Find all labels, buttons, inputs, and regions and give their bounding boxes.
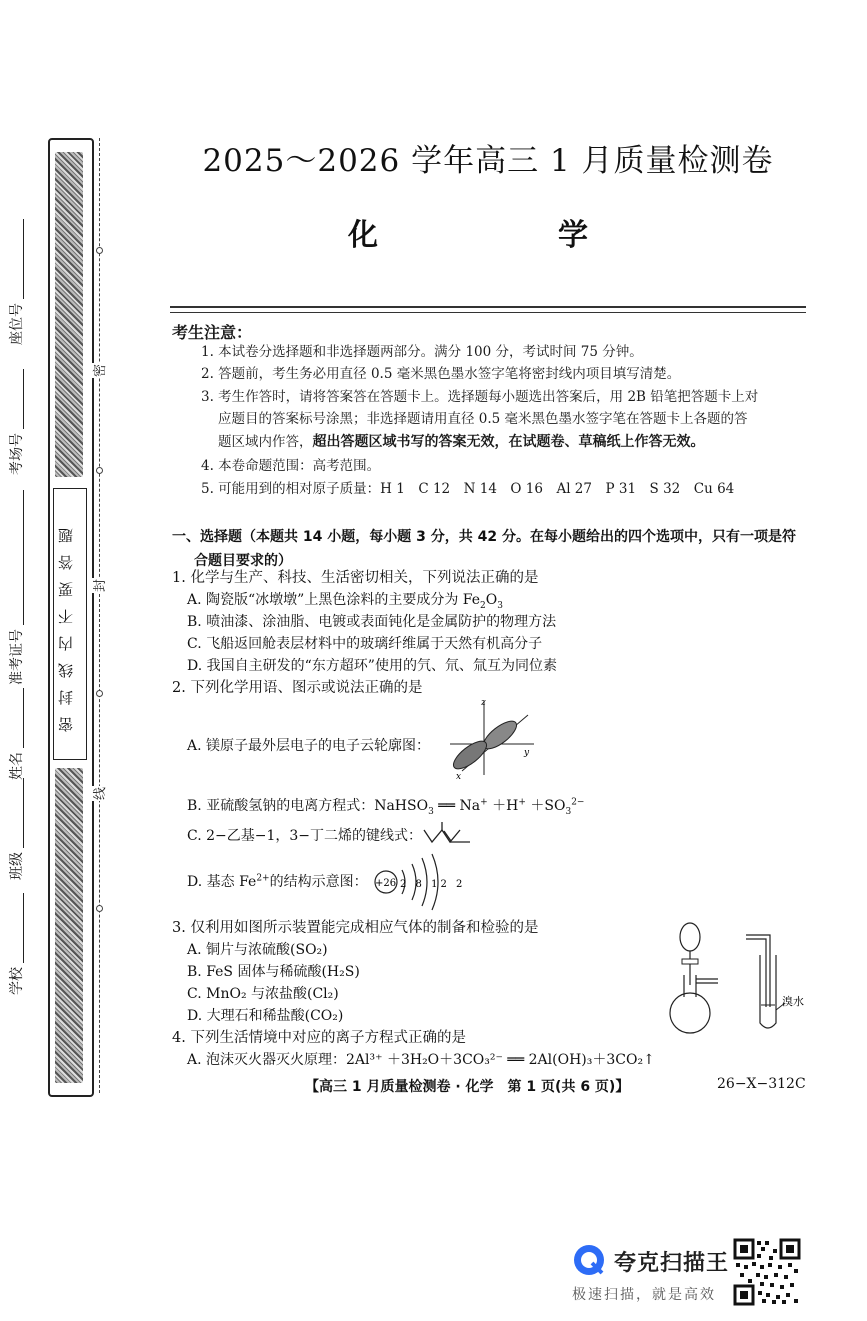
q2-stem: 2. 下列化学用语、图示或说法正确的是 <box>172 680 423 696</box>
q3-stem: 3. 仅利用如图所示装置能完成相应气体的制备和检验的是 <box>172 920 539 936</box>
field-class[interactable] <box>6 778 26 880</box>
electron-cloud-diagram <box>448 697 538 781</box>
q3-option-a: A. 铜片与浓硫酸(SO₂) <box>187 942 328 958</box>
q1-a-text: A. 陶瓷版“冰墩墩”上黑色涂料的主要成分为 Fe <box>187 592 481 608</box>
page-footer: 【高三 1 月质量检测卷 · 化学 第 1 页(共 6 页)】 <box>305 1079 630 1095</box>
q2-b-text: ══ Na <box>433 798 481 814</box>
seal-hole <box>96 247 103 254</box>
header-rule <box>170 312 806 313</box>
bond-line-structure <box>422 820 474 850</box>
header-rule <box>170 306 806 308</box>
q1-option-c: C. 飞船返回舱表层材料中的玻璃纤维属于天然有机高分子 <box>187 636 543 652</box>
q1-a-sub: 2 <box>480 600 486 611</box>
axis-z-label: z <box>481 698 486 708</box>
axis-y-label: y <box>524 748 530 758</box>
atom-nucleus-label: +26 <box>375 878 397 889</box>
gas-apparatus-diagram <box>660 915 820 1037</box>
q3-option-c: C. MnO₂ 与浓盐酸(Cl₂) <box>187 986 339 1002</box>
q4-stem: 4. 下列生活情境中对应的离子方程式正确的是 <box>172 1030 466 1046</box>
decorative-pattern-top <box>55 152 83 477</box>
q2-option-a: A. 镁原子最外层电子的电子云轮廓图： <box>187 738 431 754</box>
q2-b-sup: + <box>518 797 526 808</box>
field-admission-label: 准考证号 <box>9 629 25 685</box>
seal-hole <box>96 690 103 697</box>
field-seat-number[interactable] <box>6 219 26 345</box>
note-3: 3. 考生作答时，请将答案答在答题卡上。选择题每小题选出答案后，用 2B 铅笔把答题卡上对 <box>201 389 759 405</box>
seal-char-mi: 密 <box>88 363 109 378</box>
q2-b-sup: 2− <box>571 797 585 808</box>
field-exam-room-label: 考场号 <box>9 433 25 475</box>
q2-d-sup: 2+ <box>256 873 270 884</box>
section-heading <box>172 525 812 573</box>
q2-d-text: 的结构示意图： <box>269 874 368 890</box>
binding-strip <box>48 138 94 1097</box>
field-exam-room[interactable] <box>6 369 26 475</box>
qr-code-icon <box>733 1238 801 1306</box>
exam-title: 2025～2026 学年高三 1 月质量检测卷 <box>202 143 774 179</box>
q1-option-a <box>187 589 503 611</box>
q2-option-d <box>187 871 368 893</box>
q2-b-text: ＋H <box>487 798 519 814</box>
note-3-cont2-text: 题区域内作答， <box>218 434 313 450</box>
field-school-label: 学校 <box>9 967 25 995</box>
field-class-label: 班级 <box>9 852 25 880</box>
q1-option-b: B. 喷油漆、涂油脂、电镀或表面钝化是金属防护的物理方法 <box>187 614 557 630</box>
q2-b-sub: 3 <box>428 806 434 817</box>
field-name[interactable] <box>6 688 26 780</box>
section-heading-line2: 合题目要求的） <box>194 553 292 569</box>
seal-hole <box>96 467 103 474</box>
q2-b-sup: + <box>480 797 488 808</box>
quark-logo-icon <box>572 1243 608 1277</box>
field-seat-label: 座位号 <box>9 303 25 345</box>
q1-stem: 1. 化学与生产、科技、生活密切相关，下列说法正确的是 <box>172 570 539 586</box>
exam-subject: 化 学 <box>348 218 628 253</box>
note-3-cont: 应题目的答案标号涂黑；非选择题请用直径 0.5 毫米黑色墨水签字笔在答题卡上各题的答 <box>218 411 748 427</box>
paper-code: 26−X−312C <box>717 1076 806 1092</box>
atom-shells-label: 2 8 12 2 <box>400 879 466 890</box>
q3-option-d: D. 大理石和稀盐酸(CO₂) <box>187 1008 344 1024</box>
section-heading-line1: 一、选择题（本题共 14 小题，每小题 3 分，共 42 分。在每小题给出的四个选项中，只有一项是符 <box>172 529 796 545</box>
note-1: 1. 本试卷分选择题和非选择题两部分。满分 100 分，考试时间 75 分钟。 <box>201 344 643 360</box>
q2-b-text: B. 亚硫酸氢钠的电离方程式：NaHSO <box>187 798 429 814</box>
q2-option-b <box>187 795 584 817</box>
field-name-label: 姓名 <box>9 752 25 780</box>
no-answer-notice: 密封线内不要答题 <box>57 516 75 732</box>
q3-option-b: B. FeS 固体与稀硫酸(H₂S) <box>187 964 360 980</box>
notes-heading: 考生注意： <box>172 323 253 342</box>
no-answer-notice-box <box>53 488 87 760</box>
q2-d-text: D. 基态 Fe <box>187 874 257 890</box>
atom-structure-diagram <box>370 852 466 912</box>
bromine-water-label: 溴水 <box>782 995 804 1008</box>
field-school[interactable] <box>6 893 26 995</box>
q1-a-sub: 3 <box>497 600 503 611</box>
seal-char-xian: 线 <box>88 786 109 801</box>
seal-hole <box>96 905 103 912</box>
decorative-pattern-bottom <box>55 768 83 1083</box>
q1-a-mid: O <box>485 592 498 608</box>
note-5: 5. 可能用到的相对原子质量：H 1 C 12 N 14 O 16 Al 27 P 31 S 32 Cu 64 <box>201 481 735 497</box>
note-2: 2. 答题前，考生务必用直径 0.5 毫米黑色墨水签字笔将密封线内项目填写清楚。 <box>201 366 681 382</box>
q2-b-text: ＋SO <box>525 798 566 814</box>
seal-char-feng: 封 <box>88 578 109 593</box>
q2-option-c: C. 2−乙基−1，3−丁二烯的键线式： <box>187 828 423 844</box>
watermark-brand: 夸克扫描王 <box>614 1251 730 1276</box>
watermark-slogan: 极速扫描，就是高效 <box>572 1287 716 1303</box>
field-admission-number[interactable] <box>6 490 26 685</box>
q2-b-sub: 3 <box>565 806 572 817</box>
seal-dashed-line <box>99 138 100 1093</box>
axis-x-label: x <box>456 772 462 782</box>
q4-option-a: A. 泡沫灭火器灭火原理：2Al³⁺ ＋3H₂O＋3CO₃²⁻ ══ 2Al(OH)₃＋3CO₂↑ <box>187 1052 655 1068</box>
note-3-emphasis: 超出答题区域书写的答案无效，在试题卷、草稿纸上作答无效。 <box>312 434 705 450</box>
note-3-cont2 <box>218 431 823 453</box>
q1-option-d: D. 我国自主研发的“东方超环”使用的氕、氘、氚互为同位素 <box>187 658 557 674</box>
note-4: 4. 本卷命题范围：高考范围。 <box>201 458 381 474</box>
